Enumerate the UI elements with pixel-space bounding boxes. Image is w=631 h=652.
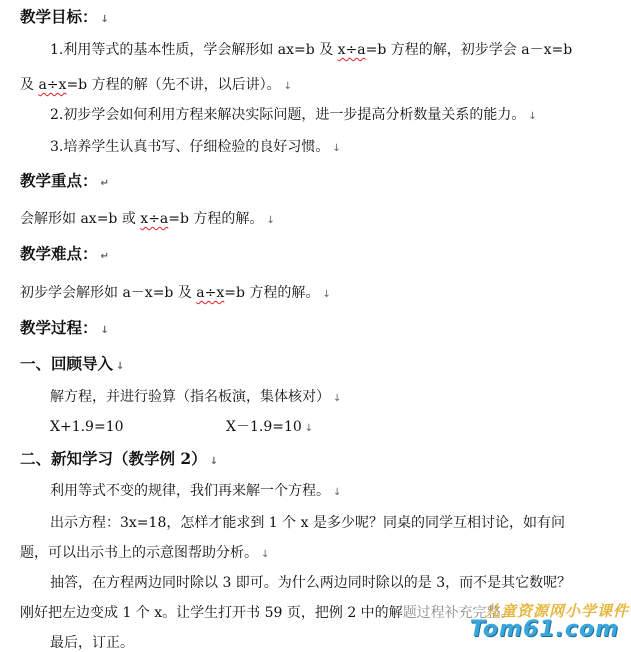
watermark-top-text: 儿童资源网小学课件: [484, 602, 629, 620]
section-new-learning: 二、新知学习（教学例 2） ↓: [20, 449, 219, 468]
paragraph-intro: 利用等式不变的规律，我们再来解一个方程。 ↓: [50, 483, 342, 499]
heading-key-points: 教学重点： ↵: [20, 171, 109, 190]
goal-3: 3.培养学生认真书写、仔细检验的良好习惯。 ↓: [50, 139, 341, 155]
section-review: 一、回顾导入 ↓: [20, 354, 125, 373]
paragraph-equation-line-2: 题，可以出示书上的示意图帮助分析。 ↓: [20, 545, 270, 561]
goal-1-line-2: 及 a÷x=b 方程的解（先不讲，以后讲）。 ↓: [20, 77, 292, 93]
equation-2: X－1.9=10 ↓: [226, 419, 314, 435]
paragraph-answer-line-2: 刚好把左边变成 1 个 x。让学生打开书 59 页，把例 2 中的解题过程补充完整。: [20, 605, 515, 621]
key-point-text: 会解形如 ax=b 或 x÷a=b 方程的解。 ↓: [20, 211, 275, 227]
heading-teaching-goals: 教学目标： ↓: [20, 7, 109, 26]
paragraph-equation-line-1: 出示方程：3x=18，怎样才能求到 1 个 x 是多少呢？同桌的同学互相讨论，如有问: [50, 515, 565, 531]
watermark-site-text: Tom61.com: [469, 617, 619, 642]
paragraph-final: 最后，订正。: [50, 635, 134, 651]
goal-2: 2.初步学会如何利用方程来解决实际问题，进一步提高分析数量关系的能力。 ↓: [50, 107, 537, 123]
equation-1: X+1.9=10: [50, 419, 124, 435]
heading-teaching-process: 教学过程： ↓: [20, 318, 109, 337]
difficult-point-text: 初步学会解形如 a－x=b 及 a÷x=b 方程的解。 ↓: [20, 285, 331, 301]
watermark-logo: [419, 600, 629, 640]
paragraph-answer-line-1: 抽答，在方程两边同时除以 3 即可。为什么两边同时除以的是 3，而不是其它数呢？: [50, 575, 572, 591]
review-instruction: 解方程，并进行验算（指名板演，集体核对） ↓: [50, 389, 342, 405]
heading-difficult-points: 教学难点： ↵: [20, 244, 109, 263]
goal-1-line-1: 1.利用等式的基本性质，学会解形如 ax=b 及 x÷a=b 方程的解，初步学会 a－x=b: [50, 42, 573, 58]
